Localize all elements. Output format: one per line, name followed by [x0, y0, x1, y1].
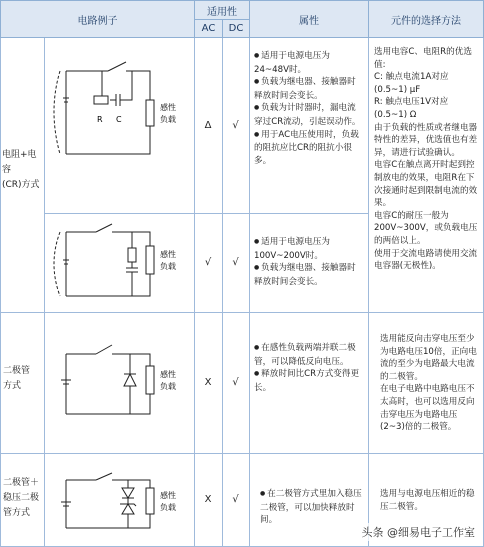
cr-selection-method: 选用电容C、电阻R的优选值: C: 触点电流1A对应(0.5~1) μF R: 触点电压1V对应(0.5~1) Ω 由于负载的性质或者继电器特性的差异，优选值也有差异，请进行试验确认。 电容C在触点离开时起到控制放电的效果，电阻R在下次接通时起到限制电流的效果。 电容C的耐压一般为200V~300V，或负载电压的两倍以上。 使用于交流电路请使用交流电容器(无极性)。: [374, 47, 478, 272]
row2-dc: √: [232, 257, 239, 268]
divider: [44, 38, 45, 547]
row1-dc: √: [232, 120, 239, 131]
row1-attributes: ● 适用于电源电压为24~48V时。 ● 负载为继电器、接触器时释放时间会变长。 ● 负载为计时器时，漏电流穿过CR流动，引起误动作。 ● 用于AC电压使用时，负载的阻抗应比CR的阻抗小很多。: [254, 50, 364, 167]
load-label: 负载: [160, 382, 176, 391]
row4-ac: X: [204, 494, 212, 505]
watermark-text: 头条 @细易电子工作室: [361, 526, 475, 539]
row2-attributes: ● 适用于电源电压为100V~200V时。 ● 负载为继电器、接触器时释放时间会变长。: [254, 236, 364, 288]
diode-zener-circuit-diagram: [46, 470, 192, 540]
row1-ac: Δ: [204, 120, 212, 131]
header-circuit-example: 电路例子: [0, 0, 195, 38]
row3-attributes: ● 在感性负载两端并联二极管，可以降低反向电压。 ● 释放时间比CR方式变得更长。: [254, 342, 364, 394]
cr-load-circuit-diagram: [46, 220, 192, 308]
divider: [249, 38, 250, 547]
load-label: 感性: [160, 250, 176, 259]
row-name-diode-zener: 二极管＋ 稳压二极 管方式: [3, 478, 40, 518]
divider: [0, 38, 1, 547]
header-applicability: 适用性: [194, 0, 250, 20]
load-label: 感性: [160, 370, 176, 379]
row3-ac: X: [204, 377, 212, 388]
row2-ac: √: [204, 257, 212, 268]
header-attributes: 属性: [249, 0, 369, 38]
row-name-diode: 二极管 方式: [3, 366, 31, 391]
row4-dc: √: [232, 494, 239, 505]
header-ac: AC: [194, 19, 223, 38]
header-selection-method: 元件的选择方法: [368, 0, 484, 38]
resistor-label: R: [97, 115, 103, 124]
diode-selection-method: 选用能反向击穿电压至少为电路电压10倍，正向电流的至少为电路最大电流的二极管。 在电子电路中电路电压不太高时，也可以选用反向击穿电压为电路电压(2~3)倍的二极管。: [380, 334, 477, 433]
load-label: 负载: [160, 503, 176, 512]
load-label: 负载: [160, 115, 176, 124]
capacitor-label: C: [116, 115, 122, 124]
row-name-cr: 电阻+电容 (CR)方式: [2, 150, 40, 190]
load-label: 感性: [160, 491, 176, 500]
zener-selection-method: 选用与电源电压相近的稳压二极管。: [380, 489, 475, 512]
load-label: 感性: [160, 103, 176, 112]
divider: [368, 38, 369, 547]
header-dc: DC: [222, 19, 250, 38]
diode-circuit-diagram: [46, 340, 192, 430]
watermark: [359, 523, 479, 541]
cr-circuit-diagram: [46, 56, 192, 166]
row4-attributes: ● 在二极管方式里加入稳压二极管，可以加快释放时间。: [260, 488, 364, 527]
row3-dc: √: [232, 377, 239, 388]
load-label: 负载: [160, 262, 176, 271]
